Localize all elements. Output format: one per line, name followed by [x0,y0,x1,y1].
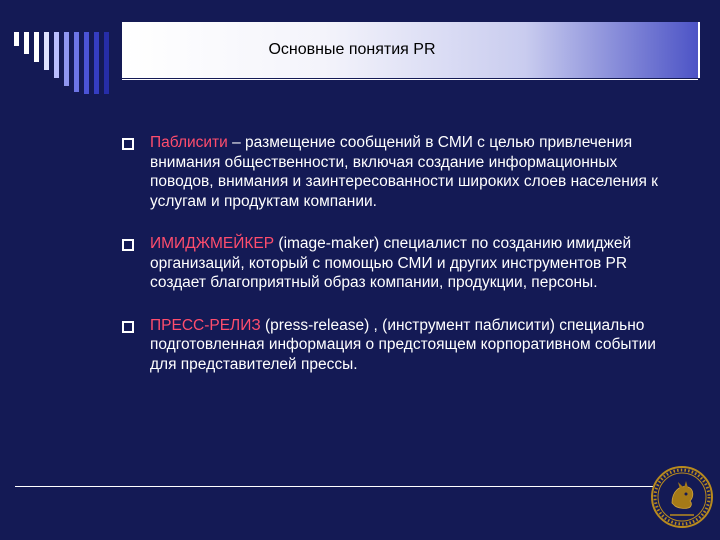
definition-text: – размещение сообщений в СМИ с целью привлечения внимания общественности, включая создание информационных поводов, внимания и заинтересованности широких слоев населения к услугам и продуктам компании. [150,134,658,210]
bullet-text [150,133,682,211]
slide-title: Основные понятия PR [268,41,436,58]
definition-text: (image-maker) специалист по созданию имиджей организаций, который с помощью СМИ и других инструментов PR создает благоприятный образ компании, продукции, персоны. [150,235,632,291]
term-label: ИМИДЖМЕЙКЕР [150,235,275,252]
bottom-divider [15,486,653,487]
square-bullet-icon [122,138,134,150]
emblem-logo-icon [650,465,714,529]
title-box [122,22,700,78]
title-divider [122,79,698,80]
bullet-text [150,316,682,375]
vertical-bars-decoration-icon [0,0,130,100]
bullet-item-publicity [122,133,682,211]
bullet-item-imagemaker [122,234,682,293]
square-bullet-icon [122,321,134,333]
term-label: Паблисити [150,134,228,151]
bullet-text [150,234,682,293]
bullet-list [122,133,682,397]
bullet-item-press-release [122,316,682,375]
definition-text: (press-release) , (инструмент паблисити) специально подготовленная информация о предстоящем корпоративном событии для представителей прессы. [150,316,656,373]
square-bullet-icon [122,239,134,251]
term-label: ПРЕСС-РЕЛИЗ [150,316,261,334]
